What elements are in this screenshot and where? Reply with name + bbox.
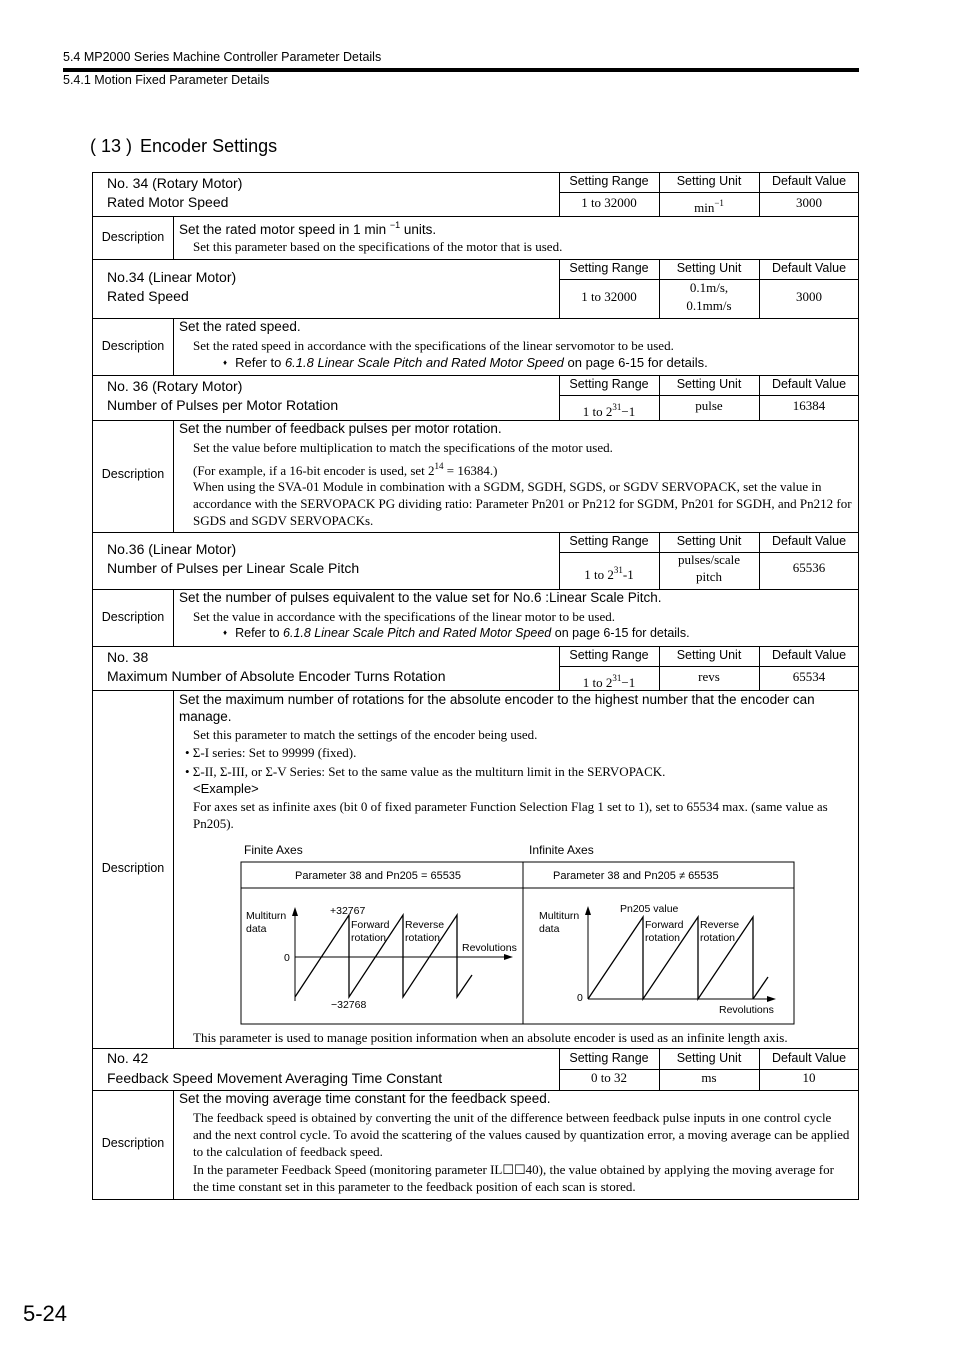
setting-range-value: 1 to 32000 <box>581 195 637 210</box>
param-id: No. 42 <box>107 1050 149 1066</box>
description-label: Description <box>101 339 165 353</box>
param-header-no36-linear <box>92 532 859 590</box>
default-value: 16384 <box>792 398 826 413</box>
setting-range-value: 1 to $2^{31}-1$ <box>584 565 634 582</box>
infinite-max-label: Pn205 value <box>620 903 679 915</box>
default-value: 10 <box>802 1070 816 1085</box>
infinite-zero-label: 0 <box>577 992 583 1004</box>
infinite-reverse-line1: Reverse <box>700 919 740 931</box>
desc-text: Set this parameter based on the specifications of the motor that is used. <box>193 239 563 254</box>
param-name: Maximum Number of Absolute Encoder Turns Rotation <box>107 668 446 684</box>
reference-note: ♦ Refer to 6.1.8 Linear Scale Pitch and Rated Motor Speed on page 6-15 for details. <box>223 626 690 640</box>
finite-zero-label: 0 <box>284 952 290 964</box>
setting-range-header: Setting Range <box>569 261 649 275</box>
running-header-subsection: 5.4.1 Motion Fixed Parameter Details <box>63 73 270 87</box>
infinite-axes-label: Infinite Axes <box>529 843 594 857</box>
param-header-no42 <box>92 1048 859 1091</box>
setting-range-header: Setting Range <box>569 648 649 662</box>
desc-main: Set the maximum number of rotations for the absolute encoder to the highest number that the encoder can manage. <box>179 692 815 724</box>
setting-unit-value: ms <box>701 1070 717 1085</box>
param-id: No. 38 <box>107 649 149 665</box>
setting-unit-value-line1: pulses/scale <box>677 552 741 567</box>
setting-unit-value: $\min^{-1}$ <box>694 198 724 215</box>
finite-header: Parameter 38 and Pn205 = 65535 <box>295 870 462 882</box>
finite-reverse-line1: Reverse <box>405 919 445 931</box>
infinite-multiturn-line2: data <box>539 923 560 935</box>
param-desc-no42 <box>92 1090 859 1200</box>
param-id: No.36 (Linear Motor) <box>107 541 237 557</box>
section-number: ( 13 ) <box>90 136 133 156</box>
desc-footer: This parameter is used to manage position information when an absolute encoder is used as an infinite length axis. <box>193 1030 788 1045</box>
param-name: Rated Speed <box>107 288 189 304</box>
section-text: Encoder Settings <box>140 136 278 156</box>
param-desc-no36-rotary <box>92 420 859 533</box>
param-name: Rated Motor Speed <box>107 194 229 210</box>
running-header-section: 5.4 MP2000 Series Machine Controller Parameter Details <box>63 50 382 64</box>
description-label: Description <box>101 230 165 244</box>
param-desc-no36-linear <box>92 589 859 647</box>
page-number: 5-24 <box>23 1301 68 1326</box>
default-value-header: Default Value <box>771 261 847 275</box>
desc-text-3: When using the SVA-01 Module in combination with a SGDM, SGDH, SGDS, or SGDV SERVOPACK, set the value in accordance with the SERVOPACK PG dividing ratio: Parameter Pn201 or Pn212 for SGDM, Pn201 for SGDH, and Pn212 for SGDS and SGDV SERVOPACKs. <box>193 479 852 528</box>
default-value: 65534 <box>792 669 826 684</box>
setting-unit-header: Setting Unit <box>676 174 742 188</box>
setting-range-header: Setting Range <box>569 534 649 548</box>
finite-forward-line1: Forward <box>351 919 390 931</box>
description-label: Description <box>101 467 165 481</box>
setting-unit-header: Setting Unit <box>676 648 742 662</box>
setting-range-value: 1 to 32000 <box>581 289 637 304</box>
desc-main: Set the moving average time constant for the feedback speed. <box>179 1091 551 1106</box>
setting-range-value: 1 to $2^{31}-1$ <box>582 402 636 419</box>
param-name: Number of Pulses per Motor Rotation <box>107 397 339 413</box>
setting-range-value: 0 to 32 <box>590 1070 628 1085</box>
bullet-sigma-1: • Σ-I series: Set to 99999 (fixed). <box>185 745 357 760</box>
param-id: No.34 (Linear Motor) <box>107 269 237 285</box>
multiturn-label-line2: data <box>246 923 267 935</box>
param-desc-no38 <box>92 690 859 1049</box>
infinite-revolutions-label: Revolutions <box>719 1004 774 1016</box>
param-name: Feedback Speed Movement Averaging Time Constant <box>107 1070 443 1086</box>
desc-text-1: Set this parameter to match the settings of the encoder being used. <box>193 727 538 742</box>
infinite-forward-line1: Forward <box>645 919 684 931</box>
setting-unit-header: Setting Unit <box>676 261 742 275</box>
infinite-multiturn-line1: Multiturn <box>539 910 580 922</box>
desc-text: Set the value in accordance with the specifications of the linear motor to be used. <box>193 609 615 624</box>
example-text: For axes set as infinite axes (bit 0 of fixed parameter Function Selection Flag 1 set to 1), set to 65534 max. (same value as Pn205). <box>193 799 828 831</box>
desc-main: Set the number of feedback pulses per motor rotation. <box>179 421 502 436</box>
infinite-reverse-line2: rotation <box>700 932 736 944</box>
setting-unit-value-line2: pitch <box>696 569 722 584</box>
default-value-header: Default Value <box>771 648 847 662</box>
finite-reverse-line2: rotation <box>405 932 441 944</box>
desc-text: Set the rated speed in accordance with the specifications of the linear servomotor to be used. <box>193 338 674 353</box>
description-label: Description <box>101 610 165 624</box>
multiturn-data-figure <box>233 839 799 1027</box>
param-desc-no34-linear <box>92 318 859 376</box>
bullet-sigma-2: • Σ-II, Σ-III, or Σ-V Series: Set to the same value as the multiturn limit in the SERVOPACK. <box>185 764 666 779</box>
default-value-header: Default Value <box>771 174 847 188</box>
param-header-no36-rotary <box>92 375 859 421</box>
desc-text-1: The feedback speed is obtained by converting the unit of the difference between feedback pulse inputs in one control cycle and the next control cycle. To avoid the scattering of the values caused by quantization error, a moving average can be applied to the calculation of feedback speed. <box>193 1110 850 1159</box>
description-label: Description <box>101 861 165 875</box>
default-value-header: Default Value <box>771 377 847 391</box>
param-header-no34-rotary <box>92 172 859 217</box>
header-rule <box>63 68 859 72</box>
desc-main: Set the number of pulses equivalent to the value set for No.6 :Linear Scale Pitch. <box>179 590 662 605</box>
example-label: <Example> <box>193 781 259 796</box>
finite-revolutions-label: Revolutions <box>462 942 517 954</box>
finite-axes-label: Finite Axes <box>244 843 303 857</box>
setting-unit-value-line2: 0.1mm/s <box>686 298 732 313</box>
setting-unit-value: pulse <box>695 398 723 413</box>
finite-min-label: −32768 <box>331 999 367 1011</box>
desc-main: Set the rated speed. <box>179 319 301 334</box>
param-id: No. 34 (Rotary Motor) <box>107 175 243 191</box>
setting-unit-value: revs <box>698 669 720 684</box>
setting-range-header: Setting Range <box>569 377 649 391</box>
param-desc-no34-rotary <box>92 216 859 260</box>
setting-range-value: 1 to $2^{31}-1$ <box>582 673 636 690</box>
setting-unit-header: Setting Unit <box>676 377 742 391</box>
default-value: 65536 <box>792 560 826 575</box>
default-value: 3000 <box>796 289 822 304</box>
param-name: Number of Pulses per Linear Scale Pitch <box>107 560 360 576</box>
param-header-no38 <box>92 646 859 691</box>
param-id: No. 36 (Rotary Motor) <box>107 378 243 394</box>
setting-unit-header: Setting Unit <box>676 1051 742 1065</box>
default-value-header: Default Value <box>771 1051 847 1065</box>
setting-range-header: Setting Range <box>569 1051 649 1065</box>
reference-note: ♦ Refer to 6.1.8 Linear Scale Pitch and Rated Motor Speed on page 6-15 for details. <box>223 355 708 370</box>
infinite-header: Parameter 38 and Pn205 ≠ 65535 <box>553 870 719 882</box>
desc-text-2: (For example, if a 16-bit encoder is used, set $2^{14} = 16384$.) <box>193 461 498 478</box>
infinite-forward-line2: rotation <box>645 932 681 944</box>
default-value: 3000 <box>796 195 822 210</box>
default-value-header: Default Value <box>771 534 847 548</box>
description-label: Description <box>101 1136 165 1150</box>
finite-max-label: +32767 <box>330 905 366 917</box>
desc-text-1: Set the value before multiplication to match the specifications of the motor used. <box>193 440 613 455</box>
param-header-no34-linear <box>92 259 859 319</box>
setting-range-header: Setting Range <box>569 174 649 188</box>
desc-text-2: In the parameter Feedback Speed (monitoring parameter IL☐☐40), the value obtained by applying the moving average for the time constant set in this parameter to the feedback position of each scan is stored. <box>193 1162 834 1194</box>
finite-forward-line2: rotation <box>351 932 387 944</box>
setting-unit-value-line1: 0.1m/s, <box>689 280 729 295</box>
multiturn-label-line1: Multiturn <box>246 910 287 922</box>
setting-unit-header: Setting Unit <box>676 534 742 548</box>
desc-main: Set the rated motor speed in 1 min $^{-1}$ units. <box>179 220 437 237</box>
section-title <box>90 136 277 157</box>
